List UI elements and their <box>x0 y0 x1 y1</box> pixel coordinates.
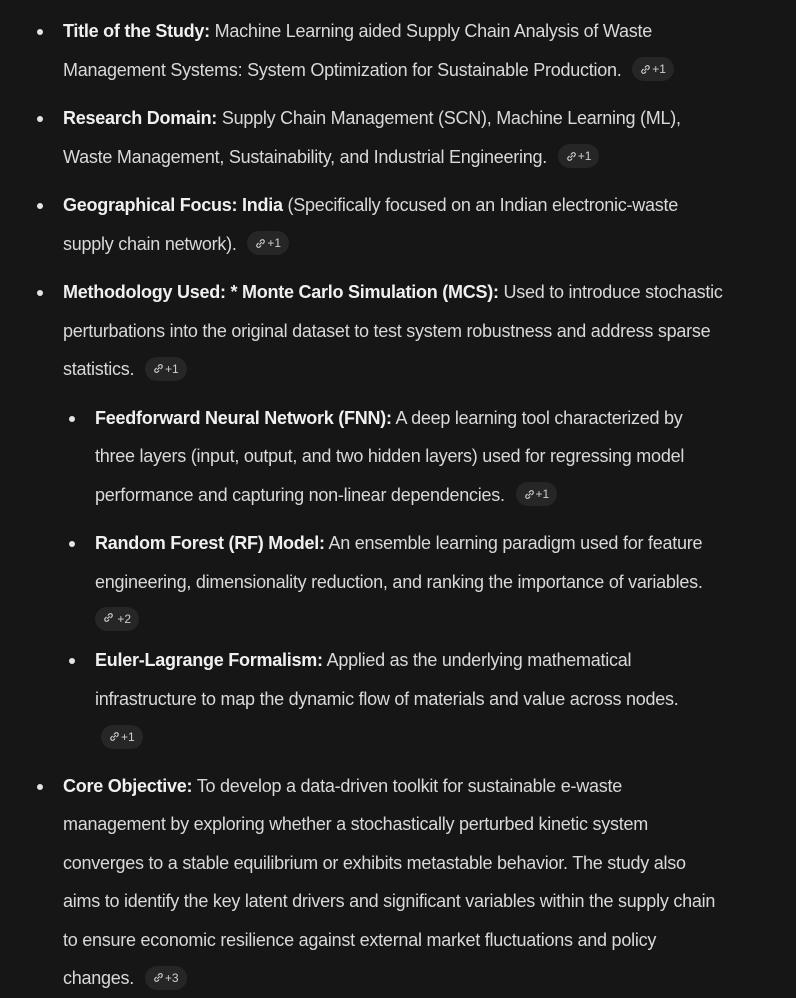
item-label: Methodology Used: * Monte Carlo Simulation (MCS): <box>63 282 499 302</box>
link-icon <box>153 363 164 374</box>
item-label: Feedforward Neural Network (FNN): <box>95 407 392 428</box>
citation-count: +1 <box>121 729 135 744</box>
item-label: Geographical Focus: India <box>63 195 283 215</box>
citation-count: +1 <box>535 487 550 501</box>
citation-chip[interactable] <box>558 144 600 168</box>
citation-chip[interactable] <box>516 482 558 506</box>
link-icon <box>524 489 535 500</box>
bullet-dot <box>37 784 43 790</box>
item-label: Research Domain: <box>63 108 218 128</box>
citation-count: +1 <box>267 236 282 250</box>
citation-chip[interactable] <box>95 607 139 631</box>
citation-chip[interactable] <box>145 966 187 990</box>
link-icon <box>255 238 266 249</box>
bullet-dot <box>37 203 43 209</box>
citation-chip[interactable] <box>101 725 143 749</box>
bullet-dot <box>37 116 43 122</box>
citation-count: +1 <box>577 149 592 163</box>
sublist-item-euler-lagrange <box>63 641 726 757</box>
bullet-dot <box>69 541 75 547</box>
summary-list <box>0 12 726 998</box>
citation-count: +3 <box>164 970 179 985</box>
list-item-core-objective <box>0 767 726 998</box>
item-label: Title of the Study: <box>63 21 210 41</box>
item-text: Used to introduce stochastic perturbations into the original dataset to test system robustness and address sparse statistics. <box>63 282 723 379</box>
citation-chip[interactable] <box>145 357 187 381</box>
bullet-dot <box>69 658 75 664</box>
item-text: A deep learning tool characterized by three layers (input, output, and two hidden layers) used for regressing model performance and capturing non-linear dependencies. <box>95 407 685 505</box>
bullet-dot <box>37 29 43 35</box>
item-label: Core Objective: <box>63 775 193 796</box>
citation-count: +2 <box>117 612 132 626</box>
link-icon <box>103 612 114 623</box>
list-item-geographical-focus <box>0 186 726 263</box>
citation-count: +1 <box>652 62 666 76</box>
list-item-title <box>0 12 726 89</box>
list-item-research-domain <box>0 99 726 176</box>
bullet-dot <box>69 416 75 422</box>
item-text: Applied as the underlying mathematical infrastructure to map the dynamic flow of materials and value across nodes. <box>95 650 679 709</box>
citation-chip[interactable] <box>632 57 674 81</box>
item-label: Random Forest (RF) Model: <box>95 533 325 553</box>
item-text: (Specifically focused on an Indian electronic-waste supply chain network). <box>63 195 679 254</box>
citation-chip[interactable] <box>247 231 289 255</box>
link-icon <box>109 731 120 742</box>
link-icon <box>153 972 164 983</box>
item-text: Machine Learning aided Supply Chain Analysis of Waste Management Systems: System Optimization for Sustainable Production. <box>63 21 653 80</box>
item-text: To develop a data-driven toolkit for sustainable e-waste management by exploring whether a stochastically perturbed kinetic system converges to a stable equilibrium or exhibits metastable behavior. The study also aims to identify the key latent drivers and significant variables within the supply chain to ensure economic resilience against external market fluctuations and policy changes. <box>63 775 716 988</box>
methodology-sublist <box>63 399 726 757</box>
link-icon <box>640 64 651 75</box>
sublist-item-random-forest <box>63 524 726 631</box>
list-item-methodology <box>0 273 726 757</box>
item-text: Supply Chain Management (SCN), Machine Learning (ML), Waste Management, Sustainability, and Industrial Engineering. <box>63 108 681 167</box>
sublist-item-fnn <box>63 399 726 515</box>
item-text: An ensemble learning paradigm used for feature engineering, dimensionality reduction, and ranking the importance of variables. <box>95 533 703 592</box>
citation-count: +1 <box>165 361 179 376</box>
bullet-dot <box>37 290 43 296</box>
link-icon <box>566 151 577 162</box>
item-label: Euler-Lagrange Formalism: <box>95 650 323 670</box>
